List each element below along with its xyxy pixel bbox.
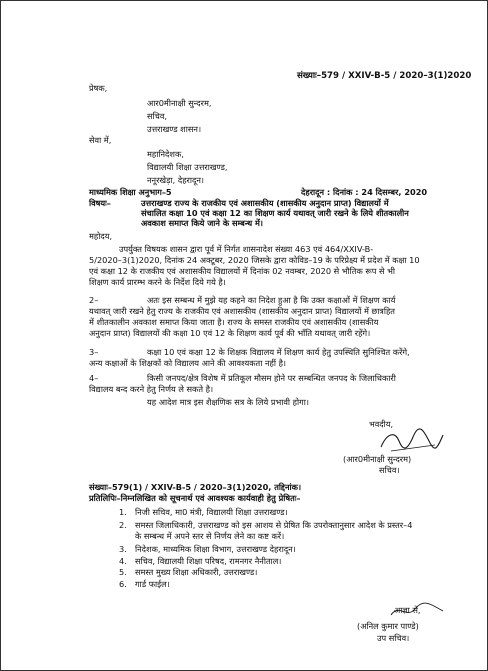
copy-item-text: समस्त मुख्य शिक्षा अधिकारी, उत्तराखण्ड।: [135, 567, 258, 577]
sender-name: आर0मीनाक्षी सुन्दरम,: [147, 98, 212, 108]
paragraph-1-line: शिक्षण कार्य प्रारम्भ करने के निर्देश दिये गये है।: [89, 277, 226, 287]
copy-reference: संख्याः–579(1) / XXIV-B-5 / 2020–3(1)2020, तद्दिनांक।: [89, 482, 302, 492]
subject-label: विषयः–: [89, 198, 111, 208]
section-name: माध्यमिक शिक्षा अनुभाग–5: [89, 187, 172, 197]
signatory-title: सचिव।: [379, 465, 400, 475]
copy-item-text: गार्ड फाईल।: [135, 579, 170, 589]
copy-item-number: 6.: [119, 579, 127, 589]
paragraph-2-line: अतः इस सम्बन्ध में मुझे यह कहने का निदेश हुआ है कि उक्त कक्षाओं में शिक्षण कार्य: [147, 295, 396, 305]
copy-item-text: के सम्बन्ध में अपने स्तर से निर्णय लेने का कष्ट करें।: [135, 531, 285, 541]
sender-office: उत्तराखण्ड शासन।: [147, 124, 202, 134]
paragraph-1-line: एवं कक्षा 12 के राजकीय एवं अशासकीय विद्यालयों में दिनांक 02 नवम्बर, 2020 से भौतिक रूप से भी: [89, 266, 395, 276]
deputy-title: उप सचिव।: [377, 633, 410, 643]
deputy-signature-scribble: [387, 599, 447, 623]
signatory-name: (आर0मीनाक्षी सुन्दरम): [343, 454, 412, 464]
copy-item-number: 4.: [119, 556, 127, 566]
deputy-name: (अनिल कुमार पाण्डे): [357, 621, 419, 631]
copy-item-number: 2.: [119, 520, 127, 530]
copy-item-text: निदेशक, माध्यमिक शिक्षा विभाग, उत्तराखण्ड देहरादून।: [135, 544, 296, 554]
place-and-date: देहरादून : दिनांक : 24 दिसम्बर, 2020: [301, 187, 428, 197]
paragraph-2-line: यथावत् जारी रखने हेतु राज्य के राजकीय एवं अशासकीय (शासकीय अनुदान प्राप्त) विद्यालयों में छात्रहित: [89, 306, 395, 316]
subject-line: अवकाश समाप्त किये जाने के सम्बन्ध में।: [141, 218, 263, 228]
paragraph-2-number: 2–: [89, 295, 99, 305]
copy-item-number: 5.: [119, 567, 127, 577]
paragraph-3-line: अन्य कक्षाओं के शिक्षकों को विद्यालय आने की आवश्यकता नहीं है।: [89, 358, 287, 368]
paragraph-4-line: विद्यालय बन्द करने हेतु निर्णय ले सकते है।: [89, 384, 214, 394]
paragraph-1-line: उपर्युक्त विषयक शासन द्वारा पूर्व में निर्गत शासनादेश संख्या 463 एवं 464/XXIV-B-: [119, 244, 374, 254]
paragraph-3-number: 3–: [89, 347, 99, 357]
order-by: आज्ञा से,: [394, 605, 421, 615]
recipient-department: विद्यालयी शिक्षा उत्तराखण्ड,: [147, 162, 228, 172]
copy-heading: प्रतिलिपिः–निम्नलिखित को सूचनार्थ एवं आवश्यक कार्यवाही हेतु प्रेषितः–: [89, 493, 301, 503]
sender-designation: सचिव,: [147, 111, 168, 121]
recipient-title: महानिदेशक,: [147, 149, 184, 159]
copy-item-number: 1.: [119, 507, 127, 517]
signature-scribble: [377, 427, 447, 455]
recipient-address: ननूरखेड़ा, देहरादून।: [147, 175, 204, 185]
paragraph-5: यह आदेश मात्र इस शैक्षणिक सत्र के लिये प्रभावी होगा।: [147, 397, 309, 407]
copy-item-text: निजी सचिव, मा0 मंत्री, विद्यालयी शिक्षा उत्तराखण्ड।: [135, 507, 288, 517]
copy-item-text: सचिव, विद्यालयी शिक्षा परिषद, रामनगर नैनीताल।: [135, 556, 282, 566]
copy-item-number: 3.: [119, 544, 127, 554]
paragraph-4-line: किसी जनपद/क्षेत्र विशेष में प्रतिकूल मौसम होने पर सम्बन्धित जनपद के जिलाधिकारी: [147, 373, 396, 383]
subject-line: उत्तराखण्ड राज्य के राजकीय एवं अशासकीय (शासकीय अनुदान प्राप्त) विद्यालयों में: [141, 198, 389, 208]
sender-label: प्रेषक,: [89, 83, 108, 93]
paragraph-4-number: 4–: [89, 373, 99, 383]
copy-item-text: समस्त जिलाधिकारी, उत्तराखण्ड को इस आशय से प्रेषित कि उपरोक्तानुसार आदेश के प्रस्तर–4: [135, 520, 413, 530]
paragraph-2-line: अनुदान प्राप्त) विद्यालयों की कक्षा 10 एवं 12 के शिक्षण कार्य पूर्व की भाँति यथावत् जारी रहेंगे।: [89, 328, 371, 338]
to-label: सेवा में,: [89, 135, 112, 145]
paragraph-3-line: कक्षा 10 एवं कक्षा 12 के शिक्षक विद्यालय में शिक्षण कार्य हेतु उपस्थिति सुनिश्चित करेंगे,: [147, 347, 410, 357]
salutation: महोदय,: [89, 231, 113, 241]
subject-line: संचालित कक्षा 10 एवं कक्षा 12 का शिक्षण कार्य यथावत् जारी रखने के लिये शीतकालीन: [141, 208, 409, 218]
paragraph-2-line: में शीतकालीन अवकाश समाप्त किया जाता है। राज्य के समस्त राजकीय एवं अशासकीय (शासकीय: [89, 317, 379, 327]
reference-number: संख्याः–579 / XXIV-B-5 / 2020–3(1)2020: [297, 71, 472, 81]
paragraph-1-line: 5/2020–3(1)2020, दिनांक 24 अक्टूबर, 2020 जिसके द्वारा कोविड–19 के परिप्रेक्ष्य में प्रदेश में कक्षा 10: [89, 255, 420, 265]
closing: भवदीय,: [369, 419, 394, 429]
